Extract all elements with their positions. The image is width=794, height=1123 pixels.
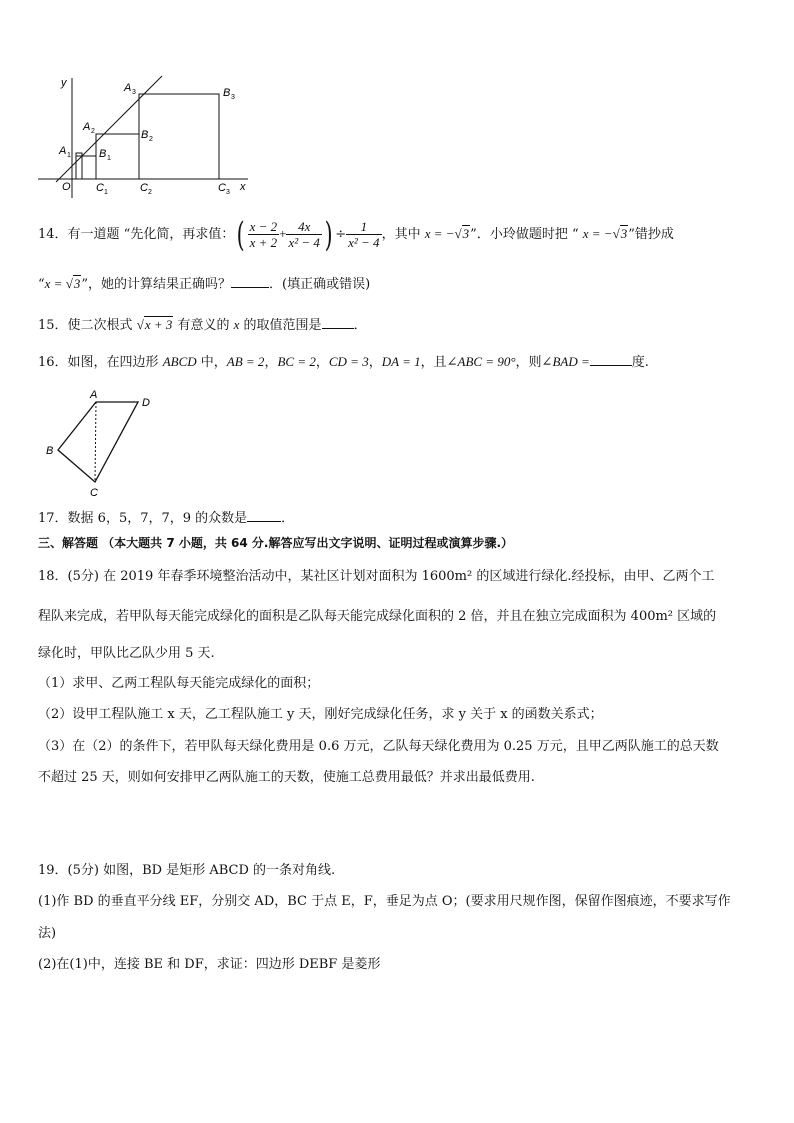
b3-sub: 3 <box>231 94 235 101</box>
q14-tail: ”错抄成 <box>628 227 674 242</box>
b3-label: B <box>223 87 231 99</box>
c1-label: C <box>96 182 104 194</box>
c2-label: C <box>140 182 148 194</box>
b2-sub: 2 <box>149 136 153 143</box>
b2-label: B <box>141 129 149 141</box>
origin-label: O <box>62 181 71 193</box>
fraction-2: $\frac{4x}{\text{x² − 4}}$ <box>288 219 320 250</box>
answer-blank-16[interactable] <box>590 353 632 366</box>
section-title: 三、解答题 <box>38 536 99 550</box>
q14-line2 <box>38 275 370 294</box>
q15-tail: 的取值范围是 <box>239 318 322 333</box>
fig2-label-d: D <box>142 397 150 409</box>
answer-blank-15[interactable] <box>322 316 354 329</box>
q16-c5: ABC = 90° <box>457 354 516 369</box>
q14-question: ”，她的计算结果正确吗？ <box>81 277 231 292</box>
q14-end: ．(填正确或错误) <box>269 277 371 292</box>
q16-line: 16．如图，在四边形 ABCD 中，AB = 2，BC = 2，CD = 3，DA = 1，且∠ABC = 90°，则∠BAD = 度. <box>38 354 649 370</box>
sqrt-2: √3 <box>612 226 628 241</box>
q16-c3: CD = 3 <box>328 354 369 369</box>
q16-c6: BAD = <box>552 354 590 369</box>
fig2-label-b: B <box>46 445 54 457</box>
staircase-squares-figure <box>36 72 256 200</box>
q16-text2: 中， <box>196 355 227 370</box>
q18-part3-line2: 不超过 25 天，则如何安排甲乙两队施工的天数，使施工总费用最低？并求出最低费用. <box>38 770 535 785</box>
quadrilateral-figure <box>40 386 160 500</box>
open-quote: “ <box>38 277 45 292</box>
q14-prefix: 14．有一道题 “先化简，再求值： <box>38 227 235 242</box>
q19-part1-line1: (1)作 BD 的垂直平分线 EF，分别交 AD，BC 于点 E，F，垂足为点 O；(要求用尺规作图，保留作图痕迹，不要求写作 <box>38 894 731 909</box>
answer-blank-17[interactable] <box>247 509 281 522</box>
divide-sign: ÷ <box>335 227 347 242</box>
c3-label: C <box>218 182 226 194</box>
y-axis-label: y <box>61 77 67 89</box>
q16-c4: DA = 1 <box>381 354 421 369</box>
q16-text1: 16．如图，在四边形 <box>38 355 163 370</box>
sqrt-1: √3 <box>454 226 470 241</box>
b1-label: B <box>99 148 107 160</box>
a2-sub: 2 <box>91 128 95 135</box>
q18-part1: （1）求甲、乙两工程队每天能完成绿化的面积； <box>38 676 320 691</box>
q18-part3-line1: （3）在（2）的条件下，若甲队每天绿化费用是 0.6 万元，乙队每天绿化费用为 0.25 万元，且甲乙两队施工的总天数 <box>38 739 719 754</box>
q16-end: 度. <box>631 355 649 370</box>
sqrt-q15: √x + 3 <box>136 317 173 332</box>
plus-sign: + <box>279 226 287 241</box>
q14-expr1: x = − <box>424 226 455 241</box>
q16-text4: ，则∠ <box>515 355 553 370</box>
q16-abcd: ABCD <box>162 354 197 369</box>
q15-prefix: 15．使二次根式 <box>38 318 137 333</box>
q18-line2: 程队来完成，若甲队每天能完成绿化的面积是乙队每天能完成绿化面积的 2 倍，并且在独立完成面积为 400m² 区域的 <box>38 609 717 624</box>
a3-label: A <box>124 82 132 94</box>
sqrt-3: √3 <box>65 276 81 291</box>
q15-line <box>38 316 367 335</box>
c3-sub: 3 <box>226 189 230 196</box>
right-paren: ) <box>324 214 333 255</box>
section-3-header <box>38 534 513 553</box>
c2-sub: 2 <box>148 189 152 196</box>
b1-sub: 1 <box>107 155 111 162</box>
q18-line3: 绿化时，甲队比乙队少用 5 天. <box>38 646 215 661</box>
q19-part2: (2)在(1)中，连接 BE 和 DF，求证：四边形 DEBF 是菱形 <box>38 957 381 972</box>
answer-blank-14[interactable] <box>231 275 269 288</box>
a1-label: A <box>59 145 67 157</box>
q14-line1 <box>38 214 674 254</box>
a1-sub: 1 <box>67 152 71 159</box>
a2-label: A <box>83 121 91 133</box>
q16-c1: AB = 2 <box>226 354 265 369</box>
x-axis-label: x <box>240 181 246 193</box>
left-paren: ( <box>236 214 245 255</box>
fig2-label-a: A <box>90 389 98 401</box>
c1-sub: 1 <box>104 189 108 196</box>
fig2-label-c: C <box>90 487 98 499</box>
q17-line <box>38 509 294 528</box>
a3-sub: 3 <box>132 89 136 96</box>
q17-text: 17．数据 6，5，7，7，9 的众数是 <box>38 511 248 526</box>
fraction-1: $\frac{x - 2}{x + 2}$ <box>249 219 278 250</box>
q14-mid1: ，其中 <box>381 227 425 242</box>
q14-expr3: x = <box>44 276 66 291</box>
q18-part2: （2）设甲工程队施工 x 天，乙工程队施工 y 天，刚好完成绿化任务，求 y 关于 x 的函数关系式； <box>38 707 603 722</box>
q16-c2: BC = 2 <box>277 354 316 369</box>
q18-line1: 18．(5分) 在 2019 年春季环境整治活动中，某社区计划对面积为 1600m² 的区域进行绿化.经投标，由甲、乙两个工 <box>38 569 715 584</box>
q14-mid2: ”．小玲做题时把 “ <box>470 227 583 242</box>
fraction-3: $\frac{1}{\text{x² − 4}}$ <box>348 219 380 250</box>
q15-var: x <box>233 317 240 332</box>
section-description: （本大题共 7 小题，共 64 分.解答应写出文字说明、证明过程或演算步骤.） <box>102 536 514 550</box>
q19-part1-line2: 法) <box>38 926 57 941</box>
q14-expr2: x = − <box>582 226 613 241</box>
q15-end: ． <box>353 318 367 333</box>
q15-mid: 有意义的 <box>173 318 234 333</box>
q17-end: ． <box>281 511 295 526</box>
q19-line1: 19．(5分) 如图，BD 是矩形 ABCD 的一条对角线. <box>38 863 336 878</box>
q16-text3: ，且∠ <box>420 355 458 370</box>
